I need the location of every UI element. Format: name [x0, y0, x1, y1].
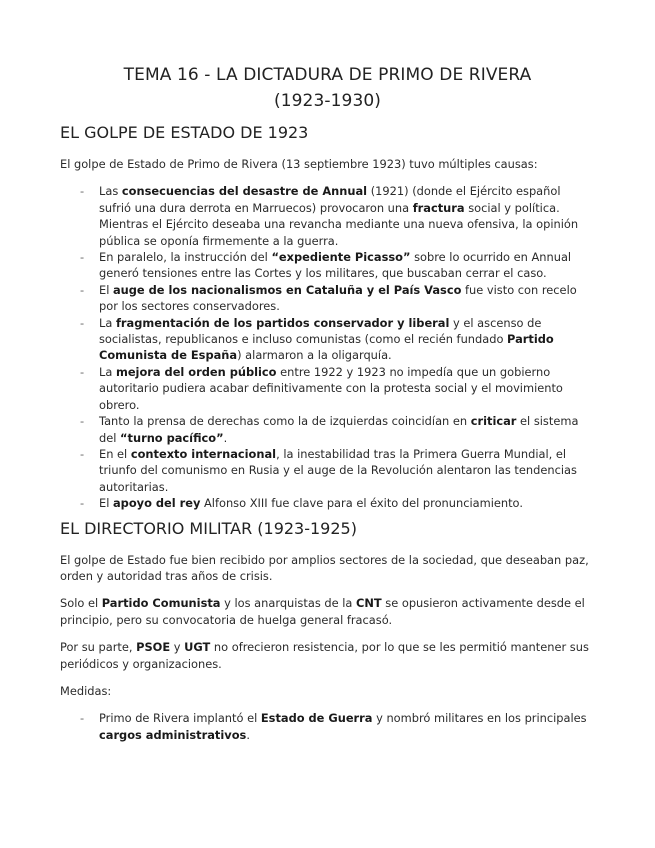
title-line-2: (1923-1930): [273, 91, 382, 111]
bold-text: Partido Comunista de España: [99, 332, 554, 363]
bold-text: CNT: [356, 596, 382, 611]
bold-text: consecuencias del desastre de Annual: [121, 184, 368, 199]
section-directorio-militar: [60, 518, 595, 744]
text-run: y: [170, 640, 185, 655]
bullet-dash-icon: -: [80, 250, 85, 265]
text-run: .: [223, 430, 228, 445]
section-intro: El golpe de Estado de Primo de Rivera (13 septiembre 1923) tuvo múltiples causas:: [60, 157, 538, 171]
bold-text: UGT: [184, 640, 211, 655]
section-heading: EL GOLPE DE ESTADO DE 1923: [60, 123, 309, 142]
section-paragraphs: [60, 552, 595, 700]
list-item: [80, 364, 595, 413]
text-run: El: [99, 496, 113, 511]
bullet-dash-icon: -: [80, 711, 85, 726]
paragraph: [60, 639, 595, 672]
text-run: El golpe de Estado fue bien recibido por amplios sectores de la sociedad, que deseaban paz, orden y autoridad tras años de crisis.: [60, 552, 589, 583]
paragraph: [60, 552, 595, 585]
bullet-dash-icon: -: [80, 446, 85, 461]
text-run: La: [99, 364, 116, 379]
text-run: y el ascenso de socialistas, republicanos e incluso comunistas (como el recién fundado: [99, 315, 542, 347]
section-heading: EL DIRECTORIO MILITAR (1923-1925): [60, 518, 357, 538]
text-run: social y política. Mientras el Ejército deseaba una revancha mediante una nueva ofensiva, la opinión pública se oponía firmemente a la guerra.: [99, 200, 579, 248]
text-run: , la inestabilidad tras la Primera Guerra Mundial, el triunfo del comunismo en Rusia y el auge de la Revolución alentaron las tendencias autoritarias.: [99, 446, 577, 494]
text-run: En paralelo, la instrucción del: [99, 250, 272, 265]
bold-text: cargos administrativos: [99, 727, 247, 742]
text-run: El: [99, 282, 113, 297]
text-run: (1921) (donde el Ejército español sufrió una dura derrota en Marruecos) provocaron una: [99, 184, 561, 215]
bold-text: “turno pacífico”: [120, 430, 224, 445]
text-run: se opusieron activamente desde el principio, pero su convocatoria de huelga general fracasó.: [60, 596, 585, 627]
text-run: Solo el: [60, 596, 102, 611]
text-run: Medidas:: [60, 683, 112, 698]
bold-text: fractura: [412, 200, 465, 215]
text-run: el sistema del: [99, 414, 579, 445]
list-item: [80, 249, 595, 282]
paragraph: [60, 683, 595, 699]
text-run: Las: [99, 184, 122, 199]
list-item: [80, 495, 595, 511]
measures-list: [60, 710, 595, 743]
text-run: Por su parte,: [60, 640, 137, 655]
bold-text: PSOE: [136, 640, 171, 655]
text-run: entre 1922 y 1923 no impedía que un gobierno autoritario pudiera acabar definitivamente con la protesta social y el movimiento obrero.: [99, 364, 563, 412]
causes-list: [60, 183, 595, 511]
bullet-dash-icon: -: [80, 414, 85, 429]
list-item: [80, 282, 595, 315]
bold-text: “expediente Picasso”: [271, 250, 411, 265]
bullet-dash-icon: -: [80, 364, 85, 379]
bold-text: Estado de Guerra: [260, 711, 373, 726]
text-run: ) alarmaron a la oligarquía.: [237, 348, 392, 363]
list-item: [80, 446, 595, 495]
list-item: [80, 183, 595, 249]
list-item: [80, 710, 595, 743]
text-run: y los anarquistas de la: [220, 596, 356, 611]
bold-text: criticar: [470, 414, 517, 429]
list-item: [80, 413, 595, 446]
bold-text: contexto internacional: [130, 446, 277, 461]
bullet-dash-icon: -: [80, 315, 85, 330]
bold-text: mejora del orden público: [115, 364, 277, 379]
list-item: [80, 315, 595, 364]
text-run: En el: [99, 446, 131, 461]
text-run: .: [246, 727, 250, 742]
section-golpe-de-estado: [60, 122, 595, 512]
text-run: fue visto con recelo por los sectores conservadores.: [99, 282, 577, 314]
bold-text: Partido Comunista: [101, 596, 221, 611]
text-run: y nombró militares en los principales: [372, 711, 587, 726]
text-run: Tanto la prensa de derechas como la de izquierdas coincidían en: [99, 414, 471, 429]
text-run: no ofrecieron resistencia, por lo que se les permitió mantener sus periódicos y organizaciones.: [60, 640, 589, 671]
text-run: La: [99, 315, 116, 330]
bullet-dash-icon: -: [80, 282, 85, 297]
bold-text: apoyo del rey: [112, 496, 201, 511]
bullet-dash-icon: -: [80, 496, 85, 511]
paragraph: [60, 595, 595, 628]
bullet-dash-icon: -: [80, 184, 85, 199]
title-line-1: TEMA 16 - LA DICTADURA DE PRIMO DE RIVERA: [123, 65, 532, 85]
bold-text: fragmentación de los partidos conservador y liberal: [115, 315, 450, 330]
text-run: sobre lo ocurrido en Annual generó tensiones entre las Cortes y los militares, que buscaban cerrar el caso.: [99, 250, 572, 281]
bold-text: auge de los nacionalismos en Cataluña y el País Vasco: [112, 282, 462, 297]
text-run: Alfonso XIII fue clave para el éxito del pronunciamiento.: [200, 496, 523, 511]
document-title: [60, 62, 595, 114]
text-run: Primo de Rivera implantó el: [99, 711, 261, 726]
